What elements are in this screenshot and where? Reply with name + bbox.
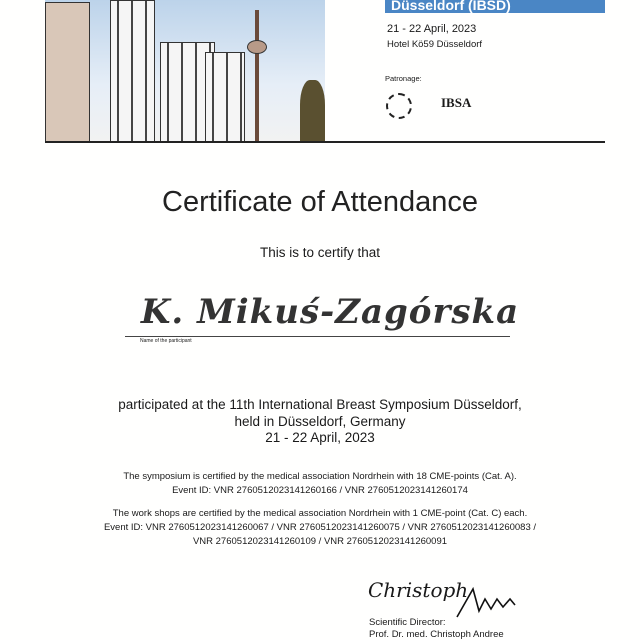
director-name: Prof. Dr. med. Christoph Andree	[369, 629, 504, 640]
patronage-label: Patronage:	[385, 74, 422, 83]
cme-statement: The symposium is certified by the medical association Nordrhein with 18 CME-points (Cat. A). Event ID: VNR 2760512023141260166 / VNR 2760512023141260174	[123, 471, 517, 496]
event-banner: Düsseldorf (IBSD)	[385, 0, 605, 13]
name-line	[125, 336, 510, 337]
event-date: 21 - 22 April, 2023	[387, 23, 477, 35]
attendance-statement: participated at the 11th International Breast Symposium Düsseldorf, held in Düsseldorf, Germany 21 - 22 April, 2023	[118, 397, 522, 445]
intro-text: This is to certify that	[259, 245, 381, 260]
patron-logo-circle	[386, 93, 412, 119]
header-divider	[45, 141, 605, 143]
participant-signature: K. Mikuś-Zagórska	[140, 292, 520, 332]
event-venue: Hotel Kö59 Düsseldorf	[387, 39, 483, 50]
director-role: Scientific Director:	[369, 617, 446, 628]
director-signature-scribble	[455, 585, 520, 620]
participant-label: Name of the participant	[140, 338, 192, 344]
director-handwritten-signature: Christoph	[368, 578, 469, 602]
ibsa-logo: IBSA	[441, 95, 472, 110]
certificate-title: Certificate of Attendance	[162, 186, 478, 218]
workshop-statement: The work shops are certified by the medical association Nordrhein with 1 CME-point (Cat. C) each. Event ID: VNR 2760512023141260067 / VNR 2760512023141260075 / VNR 2760512023141260083 / VNR 2760512023141260109 / VNR 2760512023141260091	[103, 508, 537, 547]
header-city-illustration	[45, 0, 325, 142]
